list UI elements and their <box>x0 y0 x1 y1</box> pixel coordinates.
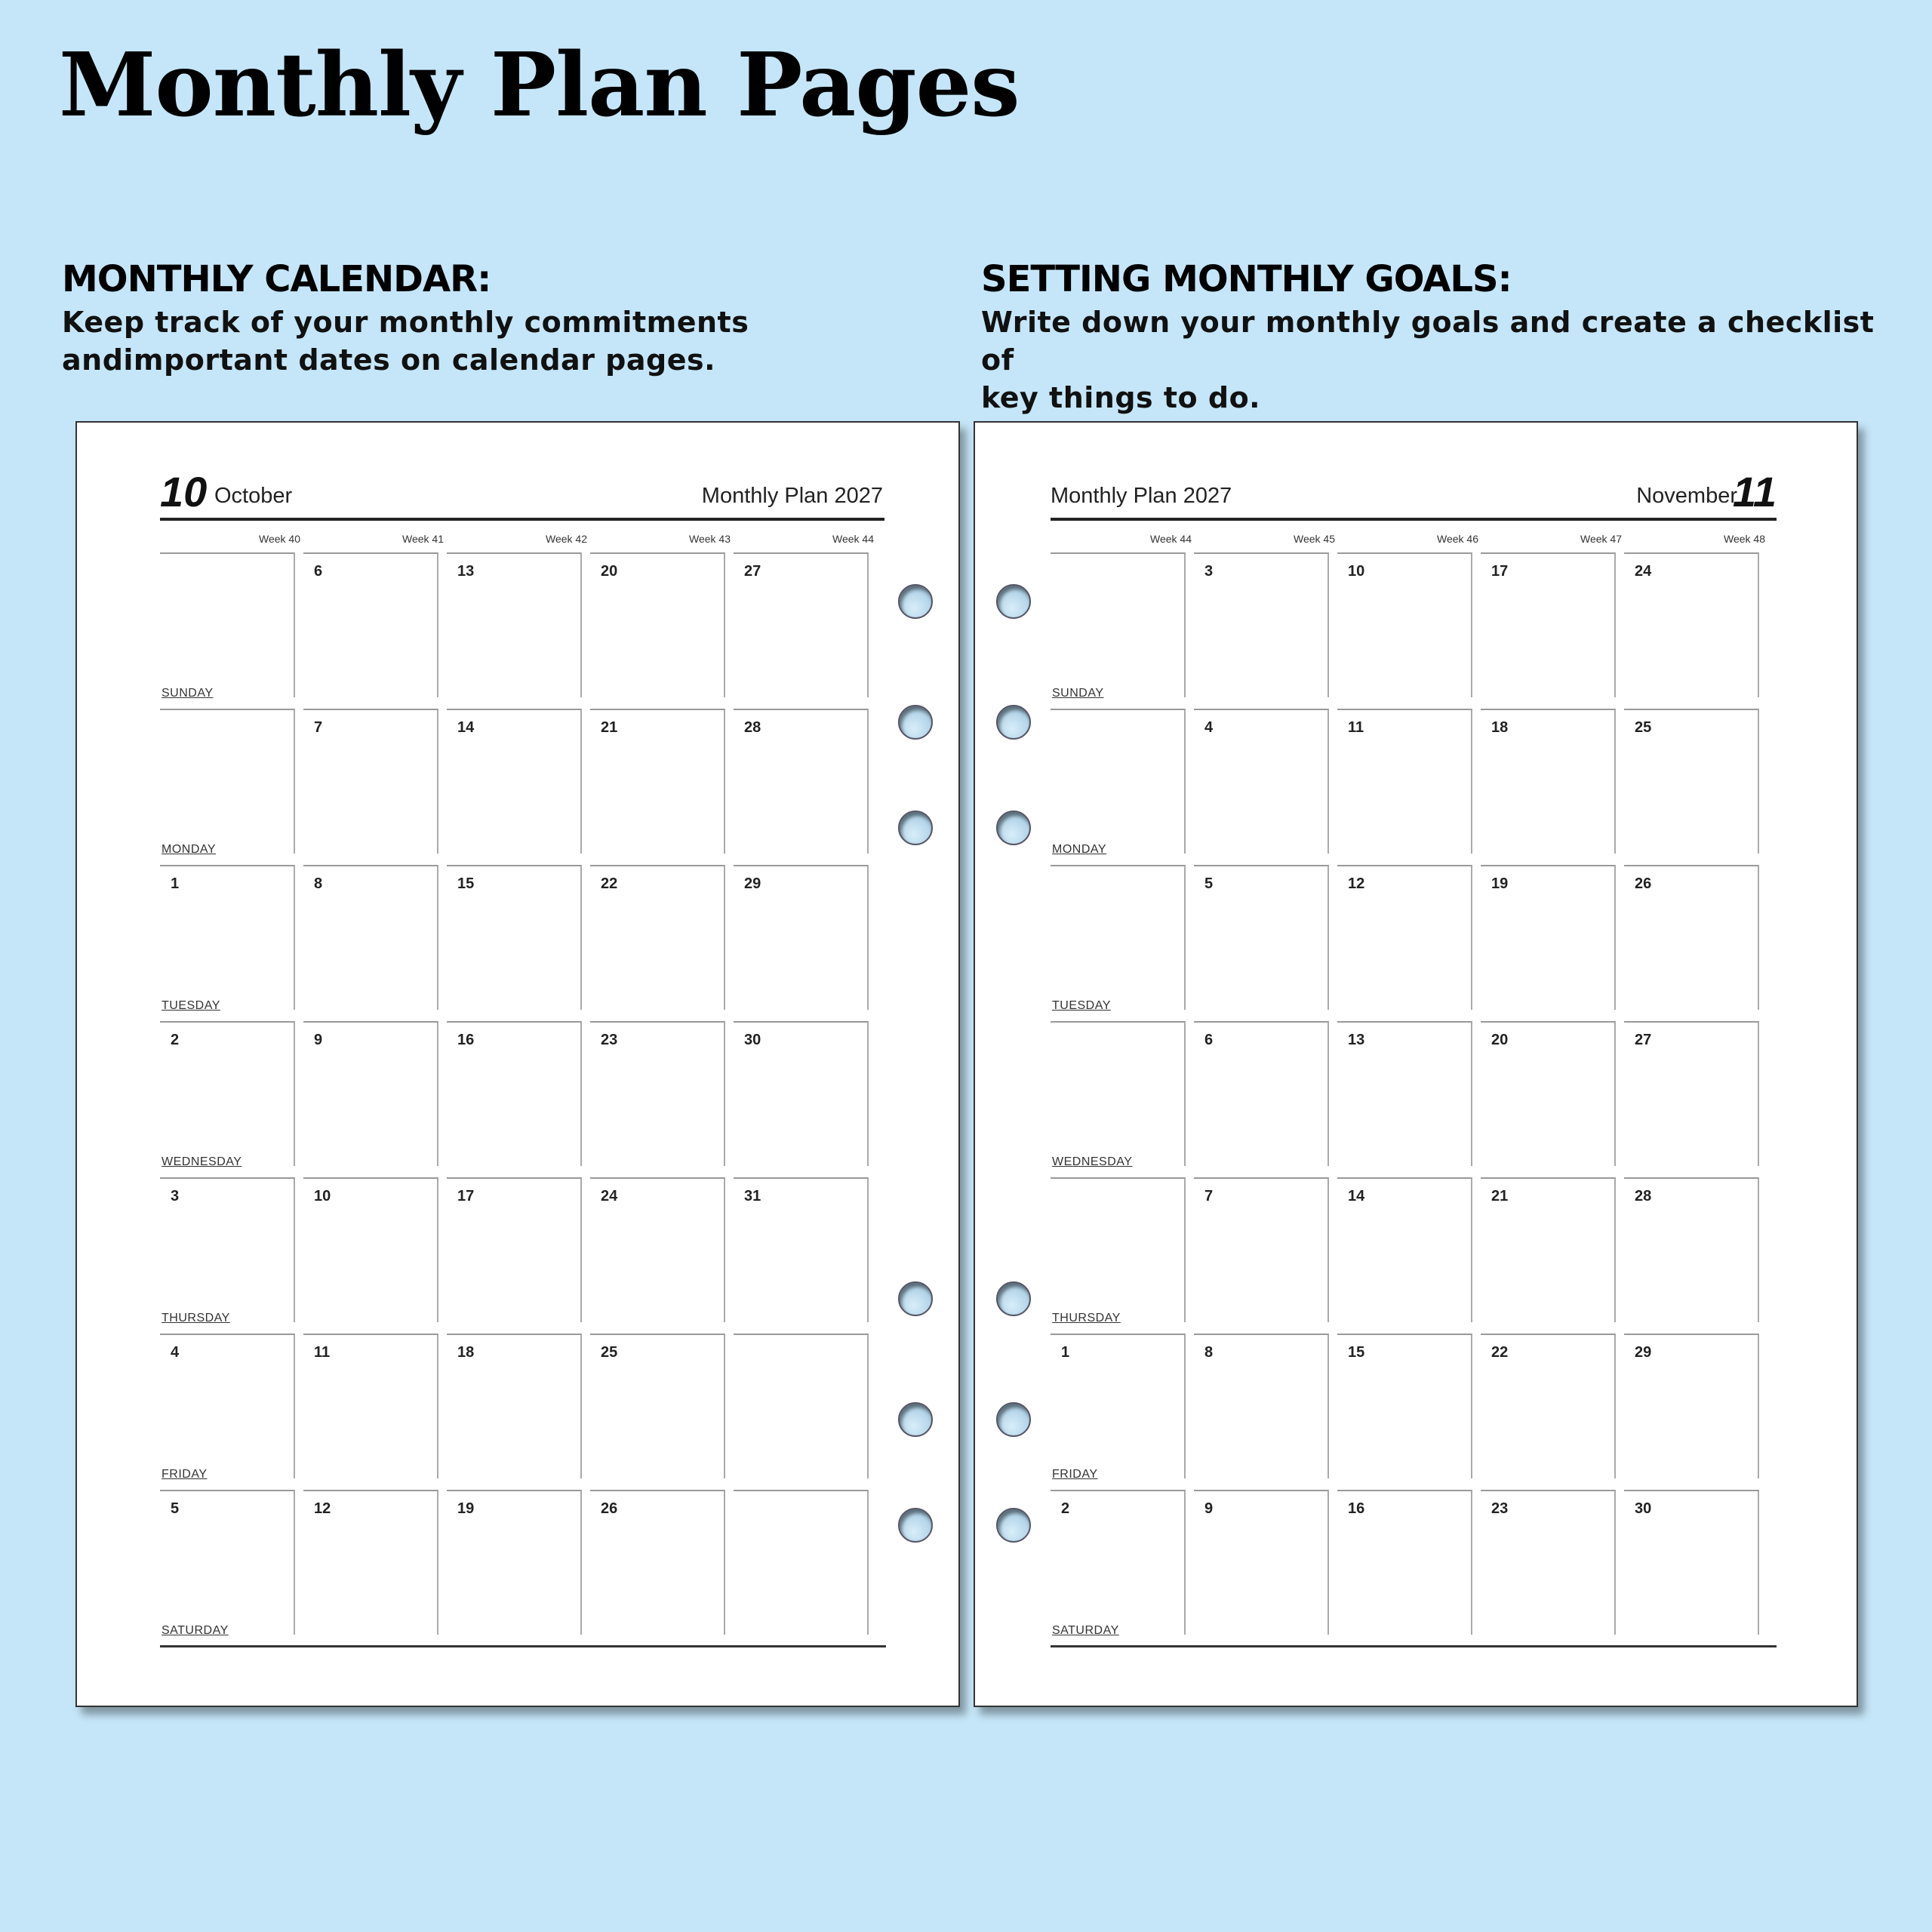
monthly-goals-desc-line2: key things to do. <box>981 381 1261 414</box>
day-cell <box>160 552 295 700</box>
day-cell <box>1481 1177 1616 1322</box>
day-cell <box>303 552 438 697</box>
day-cell <box>734 1334 869 1478</box>
month-name: October <box>214 484 293 508</box>
day-cell <box>160 1021 295 1166</box>
day-cell <box>160 1490 295 1635</box>
page-header <box>1051 468 1777 521</box>
day-number: 27 <box>1635 1032 1652 1048</box>
page-title: Monthly Plan Pages <box>59 34 1020 137</box>
day-cell <box>1337 1334 1472 1478</box>
day-number: 3 <box>171 1188 180 1204</box>
weekday-label: WEDNESDAY <box>162 1155 242 1168</box>
weekday-label: WEDNESDAY <box>1052 1155 1133 1168</box>
day-cell <box>1051 865 1186 1010</box>
binder-hole <box>996 1281 1031 1316</box>
day-cell <box>303 1334 438 1478</box>
day-cell <box>1051 552 1186 700</box>
day-number: 16 <box>457 1032 475 1048</box>
november-calendar-page <box>974 421 1858 1707</box>
weekday-label: FRIDAY <box>162 1468 208 1481</box>
weekday-label: THURSDAY <box>162 1312 230 1324</box>
day-number: 16 <box>1348 1500 1365 1517</box>
weekday-label: THURSDAY <box>1052 1312 1121 1324</box>
day-number: 25 <box>1635 719 1652 736</box>
day-cell <box>1624 1021 1759 1166</box>
day-number: 20 <box>1491 1032 1509 1048</box>
day-number: 10 <box>314 1188 331 1204</box>
day-cell <box>303 1490 438 1635</box>
day-cell <box>1051 1334 1186 1481</box>
day-number: 8 <box>314 875 323 892</box>
day-cell <box>1051 1177 1186 1322</box>
day-number: 17 <box>1491 563 1509 580</box>
day-number: 1 <box>171 875 180 892</box>
week-label: Week 41 <box>402 533 444 545</box>
week-label: Week 44 <box>832 533 874 545</box>
binder-hole <box>898 705 933 740</box>
day-number: 30 <box>1635 1500 1652 1517</box>
day-number: 5 <box>171 1500 180 1517</box>
day-number: 9 <box>1204 1500 1214 1517</box>
day-cell <box>1481 865 1616 1010</box>
day-cell <box>590 709 725 854</box>
day-number: 31 <box>744 1188 761 1204</box>
monthly-calendar-desc-line2: andimportant dates on calendar pages. <box>62 343 716 377</box>
day-number: 17 <box>457 1188 475 1204</box>
day-number: 22 <box>601 875 618 892</box>
day-cell <box>447 865 582 1010</box>
day-cell <box>590 1021 725 1166</box>
october-calendar-page <box>75 421 960 1707</box>
day-cell <box>1481 709 1616 854</box>
weekday-label: TUESDAY <box>1052 999 1111 1012</box>
day-cell <box>590 1490 725 1635</box>
calendar-grid <box>160 552 884 1648</box>
day-number: 23 <box>601 1032 618 1048</box>
day-cell <box>734 709 869 854</box>
day-number: 18 <box>457 1344 475 1361</box>
day-number: 15 <box>457 875 475 892</box>
day-cell <box>1624 1334 1759 1478</box>
weekday-label: FRIDAY <box>1052 1468 1098 1481</box>
week-label: Week 44 <box>1150 533 1192 545</box>
week-label: Week 40 <box>259 533 300 545</box>
binder-hole <box>996 811 1031 845</box>
binder-hole <box>898 1508 933 1543</box>
day-cell <box>734 1021 869 1166</box>
day-number: 30 <box>744 1032 761 1048</box>
month-number: 10 <box>160 468 208 515</box>
day-cell <box>590 1177 725 1322</box>
week-label: Week 46 <box>1437 533 1478 545</box>
day-cell <box>590 865 725 1010</box>
day-cell <box>1337 1177 1472 1322</box>
day-cell <box>1481 1490 1616 1635</box>
binder-hole <box>996 705 1031 740</box>
week-label: Week 42 <box>546 533 587 545</box>
binder-hole <box>898 811 933 845</box>
day-number: 29 <box>744 875 761 892</box>
day-cell <box>1194 552 1329 697</box>
day-cell <box>1624 1177 1759 1322</box>
day-number: 25 <box>601 1344 618 1361</box>
day-number: 12 <box>314 1500 331 1517</box>
binder-hole <box>898 584 933 619</box>
day-cell <box>1337 1490 1472 1635</box>
binder-hole <box>996 1402 1031 1437</box>
monthly-goals-section <box>981 255 1902 417</box>
day-cell <box>1624 1490 1759 1635</box>
day-cell <box>1194 1334 1329 1478</box>
binder-hole <box>996 584 1031 619</box>
weekday-label: SUNDAY <box>1052 687 1104 700</box>
weekday-label: SUNDAY <box>162 687 214 700</box>
day-cell <box>1481 1021 1616 1166</box>
day-cell <box>303 1021 438 1166</box>
monthly-goals-heading: SETTING MONTHLY GOALS: <box>981 258 1512 300</box>
day-number: 2 <box>1061 1500 1070 1517</box>
weekday-label: MONDAY <box>1052 843 1107 856</box>
day-number: 27 <box>744 563 761 580</box>
day-cell <box>590 552 725 697</box>
day-cell <box>303 865 438 1010</box>
monthly-calendar-heading: MONTHLY CALENDAR: <box>62 258 491 300</box>
day-cell <box>160 709 295 854</box>
day-number: 28 <box>1635 1188 1652 1204</box>
day-cell <box>1624 865 1759 1010</box>
week-label: Week 43 <box>689 533 731 545</box>
day-cell <box>1194 865 1329 1010</box>
day-cell <box>1337 709 1472 854</box>
bottom-rule <box>160 1645 886 1647</box>
day-cell <box>447 1490 582 1635</box>
day-cell <box>447 1021 582 1166</box>
day-cell <box>447 552 582 697</box>
day-cell <box>303 1177 438 1322</box>
monthly-calendar-section <box>62 255 983 379</box>
day-cell <box>1481 1334 1616 1478</box>
day-cell <box>447 709 582 854</box>
weekday-label: MONDAY <box>162 843 217 856</box>
day-number: 20 <box>601 563 618 580</box>
day-number: 12 <box>1348 875 1365 892</box>
day-number: 26 <box>601 1500 618 1517</box>
day-cell <box>1051 1021 1186 1166</box>
day-cell <box>734 865 869 1010</box>
day-cell <box>734 1490 869 1635</box>
day-number: 3 <box>1204 563 1214 580</box>
day-cell <box>734 552 869 697</box>
plan-title: Monthly Plan 2027 <box>1051 484 1232 508</box>
day-cell <box>447 1177 582 1322</box>
day-number: 4 <box>1204 719 1214 736</box>
day-number: 2 <box>171 1032 180 1048</box>
day-number: 14 <box>457 719 475 736</box>
day-number: 24 <box>1635 563 1652 580</box>
day-number: 18 <box>1491 719 1509 736</box>
day-number: 19 <box>1491 875 1509 892</box>
page-header <box>160 468 884 521</box>
day-number: 9 <box>314 1032 323 1048</box>
day-number: 10 <box>1348 563 1365 580</box>
day-number: 21 <box>601 719 618 736</box>
day-number: 26 <box>1635 875 1652 892</box>
binder-hole <box>898 1281 933 1316</box>
day-number: 19 <box>457 1500 475 1517</box>
day-number: 1 <box>1061 1344 1070 1361</box>
week-label: Week 45 <box>1294 533 1335 545</box>
day-number: 13 <box>457 563 475 580</box>
day-number: 4 <box>171 1344 180 1361</box>
plan-title: Monthly Plan 2027 <box>701 484 883 508</box>
day-number: 23 <box>1491 1500 1509 1517</box>
day-number: 6 <box>314 563 323 580</box>
day-number: 8 <box>1204 1344 1214 1361</box>
day-cell <box>734 1177 869 1322</box>
day-number: 11 <box>314 1344 331 1361</box>
day-cell <box>1481 552 1616 697</box>
day-number: 7 <box>314 719 323 736</box>
day-number: 11 <box>1348 719 1364 736</box>
binder-hole <box>996 1508 1031 1543</box>
day-cell <box>1194 1021 1329 1166</box>
day-cell <box>160 1177 295 1322</box>
weekday-label: TUESDAY <box>162 999 220 1012</box>
day-number: 29 <box>1635 1344 1652 1361</box>
monthly-goals-desc-line1: Write down your monthly goals and create a checklist of <box>981 306 1875 377</box>
day-cell <box>590 1334 725 1478</box>
day-cell <box>1337 552 1472 697</box>
month-name: November <box>1636 484 1737 508</box>
day-number: 14 <box>1348 1188 1365 1204</box>
day-cell <box>1194 1490 1329 1635</box>
day-cell <box>160 865 295 1010</box>
week-label: Week 48 <box>1724 533 1765 545</box>
week-label: Week 47 <box>1580 533 1622 545</box>
day-cell <box>1051 1490 1186 1635</box>
day-number: 28 <box>744 719 761 736</box>
day-cell <box>1624 709 1759 854</box>
calendar-grid <box>1051 552 1775 1648</box>
month-number: 11 <box>1732 468 1777 515</box>
day-cell <box>1051 709 1186 854</box>
day-cell <box>303 709 438 854</box>
day-number: 15 <box>1348 1344 1365 1361</box>
day-cell <box>160 1334 295 1481</box>
day-cell <box>1337 865 1472 1010</box>
weekday-label: SATURDAY <box>1052 1624 1119 1637</box>
day-number: 13 <box>1348 1032 1365 1048</box>
day-number: 6 <box>1204 1032 1214 1048</box>
day-cell <box>1194 1177 1329 1322</box>
day-cell <box>447 1334 582 1478</box>
day-cell <box>1337 1021 1472 1166</box>
day-number: 24 <box>601 1188 618 1204</box>
bottom-rule <box>1051 1645 1777 1647</box>
day-cell <box>1194 709 1329 854</box>
day-number: 22 <box>1491 1344 1509 1361</box>
monthly-calendar-desc-line1: Keep track of your monthly commitments <box>62 306 749 339</box>
binder-hole <box>898 1402 933 1437</box>
weekday-label: SATURDAY <box>162 1624 229 1637</box>
day-cell <box>1624 552 1759 697</box>
day-number: 21 <box>1491 1188 1509 1204</box>
day-number: 7 <box>1204 1188 1214 1204</box>
day-number: 5 <box>1204 875 1214 892</box>
